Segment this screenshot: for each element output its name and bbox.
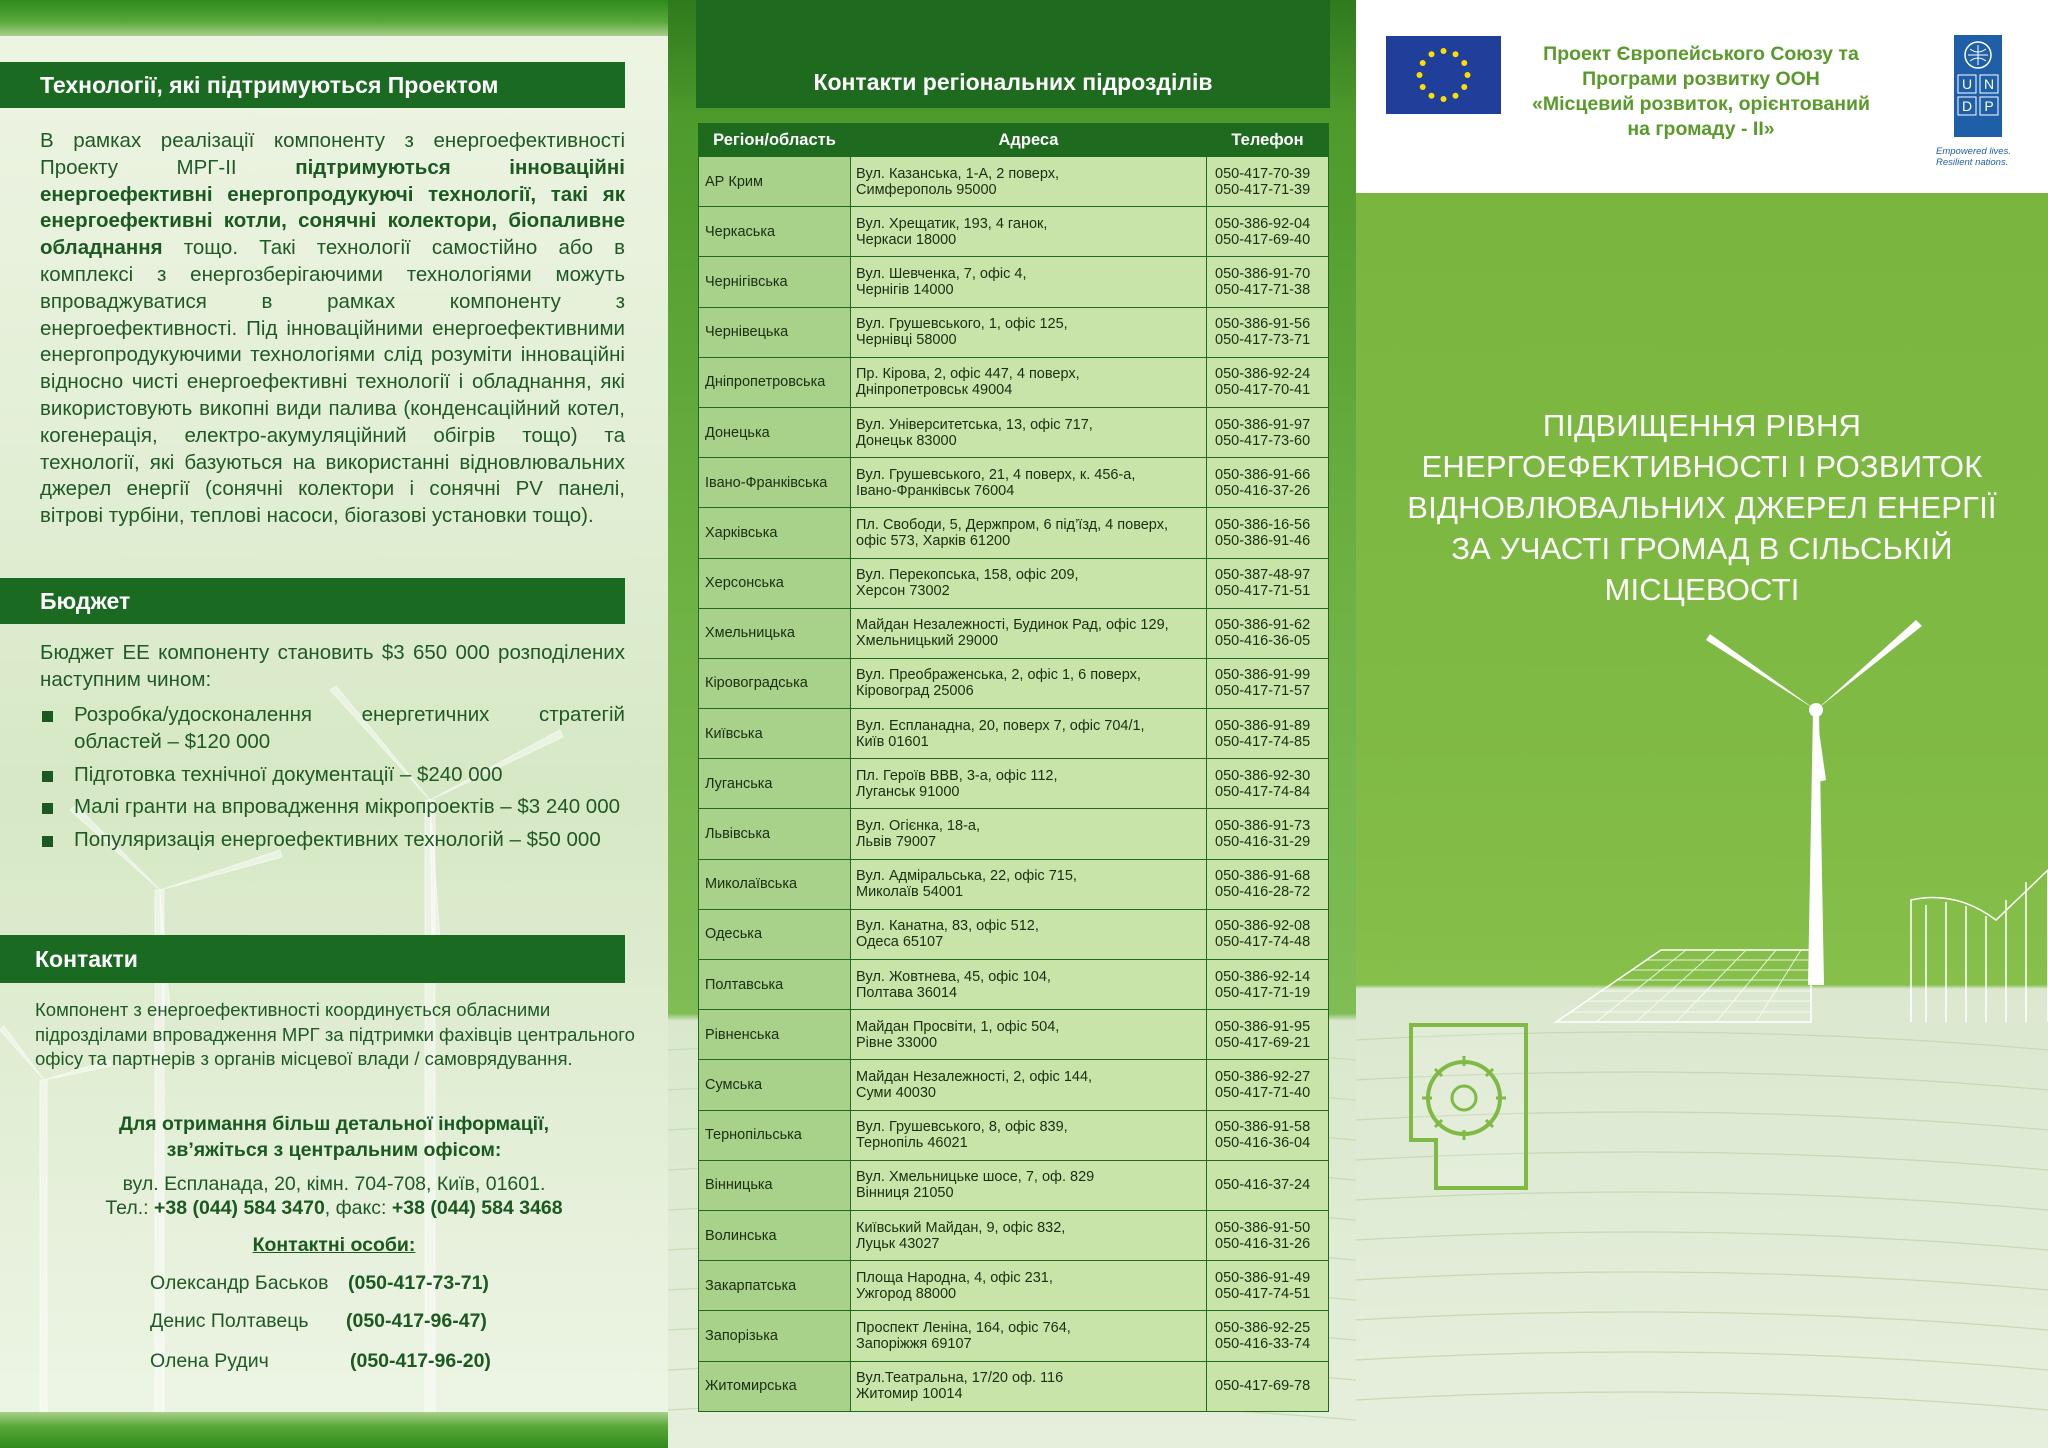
address-line: Дніпропетровськ 49004	[856, 382, 1013, 399]
phone-cell	[1207, 508, 1329, 558]
phone-cell	[1207, 759, 1329, 809]
fax-label: , факс:	[324, 1197, 392, 1219]
address-cell	[851, 458, 1207, 508]
address-line: Рівне 33000	[856, 1034, 938, 1051]
phone-number: 050-417-69-40	[1215, 231, 1311, 248]
address-cell	[851, 658, 1207, 708]
address-line: Вул. Преображенська, 2, офіс 1, 6 поверх,	[856, 667, 1141, 684]
address-line: Суми 40030	[856, 1084, 936, 1101]
phone-number: 050-416-28-72	[1215, 884, 1311, 901]
greenhouse-icon	[1911, 870, 2048, 1022]
address-line: Тернопіль 46021	[856, 1135, 968, 1152]
undp-letter: N	[1983, 76, 1995, 92]
eu-star-icon	[1420, 60, 1426, 66]
undp-letter: D	[1961, 98, 1973, 114]
region-cell: Донецька	[699, 407, 851, 457]
budget-item: Популяризація енергоефективних технологій – $50 000	[40, 827, 625, 854]
address-cell	[851, 207, 1207, 257]
address-cell	[851, 307, 1207, 357]
phone-number: 050-386-92-25	[1215, 1319, 1311, 1336]
biomass-boiler-icon	[1411, 1025, 1526, 1188]
address-line: Ужгород 88000	[856, 1285, 957, 1302]
phone-cell	[1207, 1160, 1329, 1210]
eu-star-icon	[1429, 51, 1435, 57]
address-line: Майдан Незалежності, 2, офіс 144,	[856, 1068, 1093, 1085]
brochure-title	[1356, 405, 2048, 610]
address-cell	[851, 960, 1207, 1010]
person-name: Олександр Баськов	[150, 1272, 329, 1294]
person-name: Олена Рудич	[150, 1350, 269, 1372]
eu-star-icon	[1429, 93, 1435, 99]
table-row	[699, 157, 1329, 207]
region-cell: Чернігівська	[699, 257, 851, 307]
address-text: вул. Еспланада, 20, кімн. 704-708, Київ, 01601.	[122, 1173, 546, 1195]
phone-cell	[1207, 407, 1329, 457]
office-address	[0, 1172, 668, 1220]
eu-star-icon	[1420, 84, 1426, 90]
contact-persons-title: Контактні особи:	[252, 1234, 416, 1256]
phone-number: 050-417-71-57	[1215, 683, 1311, 700]
phone-number: 050-386-91-62	[1215, 617, 1311, 634]
address-cell	[851, 709, 1207, 759]
address-line: Вул. Хрещатик, 193, 4 ганок,	[856, 215, 1048, 232]
table-row	[699, 859, 1329, 909]
address-line: Вул. Адміральська, 22, офіс 715,	[856, 868, 1077, 885]
phone-cell	[1207, 257, 1329, 307]
phone-cell	[1207, 207, 1329, 257]
phone-number: 050-386-91-70	[1215, 265, 1311, 282]
address-line: Київ 01601	[856, 733, 929, 750]
more-info-line: зв’яжіться з центральним офісом:	[166, 1139, 502, 1161]
tech-paragraph	[40, 128, 625, 530]
table-row	[699, 608, 1329, 658]
address-cell	[851, 1010, 1207, 1060]
address-line: Полтава 36014	[856, 984, 958, 1001]
region-cell: Волинська	[699, 1210, 851, 1260]
address-cell	[851, 1261, 1207, 1311]
phone-cell	[1207, 608, 1329, 658]
middle-panel	[668, 0, 1356, 1448]
address-line: Київський Майдан, 9, офіс 832,	[856, 1219, 1066, 1236]
phone-number: 050-416-33-74	[1215, 1335, 1311, 1352]
title-line: ПІДВИЩЕННЯ РІВНЯ	[1542, 408, 1862, 443]
eu-star-icon	[1441, 48, 1447, 54]
region-cell: Херсонська	[699, 558, 851, 608]
left-panel	[0, 0, 668, 1448]
phone-number: 050-386-91-49	[1215, 1269, 1311, 1286]
solar-panel-icon	[1556, 950, 1811, 1022]
table-row	[699, 1210, 1329, 1260]
address-line: Вул. Університетська, 13, офіс 717,	[856, 416, 1093, 433]
table-row	[699, 759, 1329, 809]
phone-number: 050-417-71-40	[1215, 1084, 1311, 1101]
address-line: Львів 79007	[856, 834, 937, 851]
table-row	[699, 1060, 1329, 1110]
region-cell: Запорізька	[699, 1311, 851, 1361]
region-cell: Одеська	[699, 909, 851, 959]
region-cell: Львівська	[699, 809, 851, 859]
phone-cell	[1207, 1210, 1329, 1260]
address-cell	[851, 1160, 1207, 1210]
phone-number: 050-386-91-58	[1215, 1119, 1311, 1136]
region-cell: Черкаська	[699, 207, 851, 257]
phone-number: 050-417-74-51	[1215, 1285, 1311, 1302]
table-row	[699, 257, 1329, 307]
eu-star-icon	[1461, 84, 1467, 90]
table-row	[699, 709, 1329, 759]
bottom-decor-band	[0, 1412, 668, 1448]
phone-cell	[1207, 1110, 1329, 1160]
address-line: Майдан Незалежності, Будинок Рад, офіс 129,	[856, 617, 1169, 634]
phone-number: 050-386-92-14	[1215, 968, 1311, 985]
phone-cell	[1207, 960, 1329, 1010]
table-row	[699, 407, 1329, 457]
eu-star-icon	[1417, 72, 1423, 78]
address-cell	[851, 1311, 1207, 1361]
region-cell: Закарпатська	[699, 1261, 851, 1311]
table-row	[699, 909, 1329, 959]
phone-cell	[1207, 1361, 1329, 1411]
fax-number: +38 (044) 584 3468	[391, 1197, 563, 1219]
region-cell: Миколаївська	[699, 859, 851, 909]
address-line: Черкаси 18000	[856, 231, 957, 248]
address-line: Вул. Жовтнева, 45, офіс 104,	[856, 968, 1051, 985]
eu-flag-icon	[1386, 36, 1501, 114]
region-cell: Рівненська	[699, 1010, 851, 1060]
budget-item: Розробка/удосконалення енергетичних стратегій областей – $120 000	[40, 702, 625, 756]
address-line: Симферополь 95000	[856, 181, 997, 198]
table-row	[699, 458, 1329, 508]
address-line: Хмельницький 29000	[856, 633, 999, 650]
eu-star-icon	[1453, 93, 1459, 99]
phone-number: 050-386-91-46	[1215, 532, 1311, 549]
wind-turbine-icon	[1706, 620, 1922, 985]
phone-line	[0, 1196, 668, 1220]
table-header-row	[699, 124, 1329, 157]
address-line: Вул. Грушевського, 21, 4 поверх, к. 456-а,	[856, 466, 1136, 483]
project-title-line: Програми розвитку ООН	[1582, 68, 1820, 90]
phone-number: 050-416-37-24	[1215, 1177, 1311, 1194]
undp-letter: P	[1984, 98, 1994, 114]
address-line: Херсон 73002	[856, 583, 950, 600]
phone-cell	[1207, 809, 1329, 859]
address-line: Пр. Кірова, 2, офіс 447, 4 поверх,	[856, 366, 1080, 383]
address-cell	[851, 859, 1207, 909]
contacts-heading: Контакти	[0, 935, 625, 983]
undp-logo-icon	[1954, 35, 2002, 137]
title-line: ЕНЕРГОЕФЕКТИВНОСТІ І РОЗВИТОК	[1421, 449, 1983, 484]
address-line: Одеса 65107	[856, 934, 944, 951]
renewable-energy-illustration	[1356, 620, 2048, 1448]
address-cell	[851, 558, 1207, 608]
phone-cell	[1207, 909, 1329, 959]
budget-list	[40, 702, 625, 860]
address-line: Кіровоград 25006	[856, 683, 974, 700]
address-line: Луганськ 91000	[856, 783, 960, 800]
phone-number: 050-417-74-85	[1215, 733, 1311, 750]
address-line: Луцьк 43027	[856, 1235, 940, 1252]
region-cell: Полтавська	[699, 960, 851, 1010]
eu-star-icon	[1453, 51, 1459, 57]
phone-number: 050-417-74-48	[1215, 934, 1311, 951]
phone-cell	[1207, 157, 1329, 207]
person-phone: (050-417-96-20)	[350, 1350, 491, 1372]
person-phone: (050-417-96-47)	[346, 1310, 487, 1332]
logo-box	[1356, 0, 2048, 193]
phone-number: 050-416-37-26	[1215, 482, 1311, 499]
address-cell	[851, 357, 1207, 407]
table-row	[699, 307, 1329, 357]
address-cell	[851, 1060, 1207, 1110]
address-line: Вінниця 21050	[856, 1185, 954, 1202]
phone-cell	[1207, 658, 1329, 708]
project-title-line: «Місцевий розвиток, орієнтований	[1532, 93, 1870, 115]
address-line: Вул. Грушевського, 8, офіс 839,	[856, 1119, 1068, 1136]
region-cell: Харківська	[699, 508, 851, 558]
address-line: Пл. Героїв ВВВ, 3-а, офіс 112,	[856, 767, 1058, 784]
phone-cell	[1207, 458, 1329, 508]
phone-number: 050-386-91-68	[1215, 868, 1311, 885]
title-line: МІСЦЕВОСТІ	[1604, 572, 1800, 607]
project-title-line: Проект Європейського Союзу та	[1543, 43, 1859, 65]
address-line: Чернігів 14000	[856, 281, 954, 298]
phone-number: 050-417-73-60	[1215, 432, 1311, 449]
address-line: Житомир 10014	[856, 1386, 963, 1403]
more-info-line: Для отримання більш детальної інформації,	[118, 1113, 550, 1135]
phone-number: 050-416-31-29	[1215, 834, 1311, 851]
address-line: Вул.Театральна, 17/20 оф. 116	[856, 1370, 1064, 1387]
phone-cell	[1207, 1261, 1329, 1311]
phone-cell	[1207, 357, 1329, 407]
person-phone: (050-417-73-71)	[348, 1272, 489, 1294]
region-cell: Кіровоградська	[699, 658, 851, 708]
budget-intro: Бюджет ЕЕ компоненту становить $3 650 000 розподілених наступним чином:	[40, 641, 625, 691]
region-cell: Дніпропетровська	[699, 357, 851, 407]
phone-number: 050-386-91-95	[1215, 1018, 1311, 1035]
tech-text-bold: підтримуються інноваційні енергоефективні енергопродукуючі технології, такі як енергоефективні котли, сонячні колектори, біопаливне обладнання	[40, 155, 625, 260]
region-cell: АР Крим	[699, 157, 851, 207]
phone-cell	[1207, 1010, 1329, 1060]
phone-cell	[1207, 558, 1329, 608]
column-header-address: Адреса	[851, 124, 1207, 157]
address-line: Вул. Перекопська, 158, офіс 209,	[856, 567, 1079, 584]
address-cell	[851, 759, 1207, 809]
phone-number: 050-417-71-39	[1215, 181, 1311, 198]
phone-number: 050-417-73-71	[1215, 332, 1311, 349]
phone-number: 050-386-91-97	[1215, 416, 1311, 433]
address-line: Майдан Просвіти, 1, офіс 504,	[856, 1018, 1060, 1035]
table-row	[699, 207, 1329, 257]
address-cell	[851, 1110, 1207, 1160]
address-line: Вул. Шевченка, 7, офіс 4,	[856, 265, 1027, 282]
phone-number: 050-417-74-84	[1215, 783, 1311, 800]
address-cell	[851, 909, 1207, 959]
more-info-block	[0, 1111, 668, 1163]
table-row	[699, 558, 1329, 608]
phone-number: 050-386-91-56	[1215, 316, 1311, 333]
address-line: Чернівці 58000	[856, 332, 957, 349]
region-cell: Київська	[699, 709, 851, 759]
phone-number: 050-386-92-04	[1215, 215, 1311, 232]
address-line: Вул. Огієнка, 18-а,	[856, 818, 980, 835]
address-line: Івано-Франківськ 76004	[856, 482, 1015, 499]
phone-cell	[1207, 1311, 1329, 1361]
undp-tagline-line: Empowered lives.	[1936, 146, 2011, 157]
undp-tagline	[1936, 146, 2036, 168]
region-cell: Житомирська	[699, 1361, 851, 1411]
address-cell	[851, 608, 1207, 658]
phone-number: 050-417-71-51	[1215, 583, 1311, 600]
phone-cell	[1207, 307, 1329, 357]
undp-letter: U	[1961, 76, 1973, 92]
table-row	[699, 960, 1329, 1010]
eu-star-icon	[1465, 72, 1471, 78]
budget-heading: Бюджет	[0, 578, 625, 624]
address-line: Вул. Еспланадна, 20, поверх 7, офіс 704/1,	[856, 717, 1145, 734]
table-row	[699, 809, 1329, 859]
tech-text-part2: тощо. Такі технології самостійно або в комплексі з енергозберігаючими технологіями можуть впроваджуватися в рамках компоненту з енергоефективності. Під інноваційними енергоефективними енергопродукуючими технологіями слід розуміти інноваційні відносно чисті енергоефективні технології і обладнання, які використовують викопні види палива (конденсаційний котел, когенерація, електро-акумуляційний обігрів тощо) та технології, які базуються на використанні відновлювальних джерел енергії (сонячні колектори і сонячні PV панелі, вітрові турбіни, теплові насоси, біогазові установки тощо).	[40, 236, 625, 528]
phone-number: 050-386-91-66	[1215, 466, 1311, 483]
eu-star-icon	[1461, 60, 1467, 66]
phone-number: 050-386-92-24	[1215, 366, 1311, 383]
address-line: Пл. Свободи, 5, Держпром, 6 під’їзд, 4 поверх,	[856, 516, 1168, 533]
eu-star-icon	[1441, 96, 1447, 102]
phone-number: 050-386-92-27	[1215, 1068, 1311, 1085]
tech-text-part1: В рамках реалізації компоненту з енергоефективності Проекту МРГ-ІІ	[40, 129, 625, 179]
address-line: Вул. Хмельницьке шосе, 7, оф. 829	[856, 1169, 1095, 1186]
region-cell: Івано-Франківська	[699, 458, 851, 508]
table-row	[699, 1160, 1329, 1210]
address-cell	[851, 1361, 1207, 1411]
phone-number: 050-416-31-26	[1215, 1235, 1311, 1252]
tel-number: +38 (044) 584 3470	[154, 1197, 325, 1219]
address-line: Проспект Леніна, 164, офіс 764,	[856, 1319, 1071, 1336]
title-line: ВІДНОВЛЮВАЛЬНИХ ДЖЕРЕЛ ЕНЕРГІЇ	[1407, 490, 1997, 525]
region-cell: Луганська	[699, 759, 851, 809]
phone-number: 050-386-91-99	[1215, 667, 1311, 684]
phone-number: 050-417-71-38	[1215, 281, 1311, 298]
address-line: Площа Народна, 4, офіс 231,	[856, 1269, 1053, 1286]
phone-number: 050-417-71-19	[1215, 984, 1311, 1001]
column-header-phone: Телефон	[1207, 124, 1329, 157]
phone-number: 050-417-69-78	[1215, 1378, 1311, 1395]
phone-number: 050-386-91-73	[1215, 818, 1311, 835]
budget-item: Малі гранти на впровадження мікропроектів – $3 240 000	[40, 794, 625, 821]
person-name: Денис Полтавець	[150, 1310, 309, 1332]
phone-cell	[1207, 1060, 1329, 1110]
table-row	[699, 1311, 1329, 1361]
table-row	[699, 357, 1329, 407]
phone-number: 050-386-91-50	[1215, 1219, 1311, 1236]
top-decor-band	[0, 0, 668, 36]
address-line: Вул. Грушевського, 1, офіс 125,	[856, 316, 1068, 333]
title-line: ЗА УЧАСТІ ГРОМАД В СІЛЬСЬКІЙ	[1451, 531, 1953, 566]
address-line: Запоріжжя 69107	[856, 1335, 972, 1352]
address-cell	[851, 1210, 1207, 1260]
table-row	[699, 1110, 1329, 1160]
phone-number: 050-386-91-89	[1215, 717, 1311, 734]
project-title-line: на громаду - II»	[1627, 118, 1775, 140]
phone-number: 050-386-16-56	[1215, 516, 1311, 533]
tech-heading: Технології, які підтримуються Проектом	[0, 62, 625, 108]
address-cell	[851, 407, 1207, 457]
tel-label: Тел.:	[105, 1197, 155, 1219]
table-row	[699, 1261, 1329, 1311]
region-cell: Вінницька	[699, 1160, 851, 1210]
table-row	[699, 1010, 1329, 1060]
address-cell	[851, 157, 1207, 207]
phone-number: 050-416-36-05	[1215, 633, 1311, 650]
regional-contacts-table	[698, 123, 1329, 1412]
address-line: Миколаїв 54001	[856, 884, 964, 901]
address-cell	[851, 508, 1207, 558]
address-line: Вул. Казанська, 1-А, 2 поверх,	[856, 165, 1060, 182]
table-body	[699, 157, 1329, 1412]
address-line: Донецьк 83000	[856, 432, 957, 449]
table-row	[699, 658, 1329, 708]
phone-number: 050-386-92-30	[1215, 767, 1311, 784]
project-title	[1511, 42, 1891, 142]
address-line: офіс 573, Харків 61200	[856, 532, 1011, 549]
region-cell: Тернопільська	[699, 1110, 851, 1160]
region-cell: Чернівецька	[699, 307, 851, 357]
phone-number: 050-416-36-04	[1215, 1135, 1311, 1152]
table-row	[699, 1361, 1329, 1411]
regional-contacts-heading: Контакти регіональних підрозділів	[696, 0, 1330, 108]
phone-number: 050-417-70-41	[1215, 382, 1311, 399]
undp-tagline-line: Resilient nations.	[1936, 157, 2009, 168]
region-cell: Сумська	[699, 1060, 851, 1110]
address-line: Вул. Канатна, 83, офіс 512,	[856, 918, 1039, 935]
address-cell	[851, 257, 1207, 307]
budget-item: Підготовка технічної документації – $240 000	[40, 762, 625, 789]
phone-number: 050-417-69-21	[1215, 1034, 1311, 1051]
contacts-text: Компонент з енергоефективності координується обласними підрозділами впровадження МРГ за підтримки фахівців центрального офісу та партнерів з органів місцевої влади / самоврядування.	[35, 999, 635, 1069]
column-header-region: Регіон/область	[699, 124, 851, 157]
address-cell	[851, 809, 1207, 859]
right-panel	[1356, 0, 2048, 1448]
table-row	[699, 508, 1329, 558]
phone-number: 050-417-70-39	[1215, 165, 1311, 182]
phone-number: 050-386-92-08	[1215, 918, 1311, 935]
phone-cell	[1207, 709, 1329, 759]
eu-stars	[1386, 36, 1501, 114]
phone-number: 050-387-48-97	[1215, 567, 1311, 584]
phone-cell	[1207, 859, 1329, 909]
region-cell: Хмельницька	[699, 608, 851, 658]
